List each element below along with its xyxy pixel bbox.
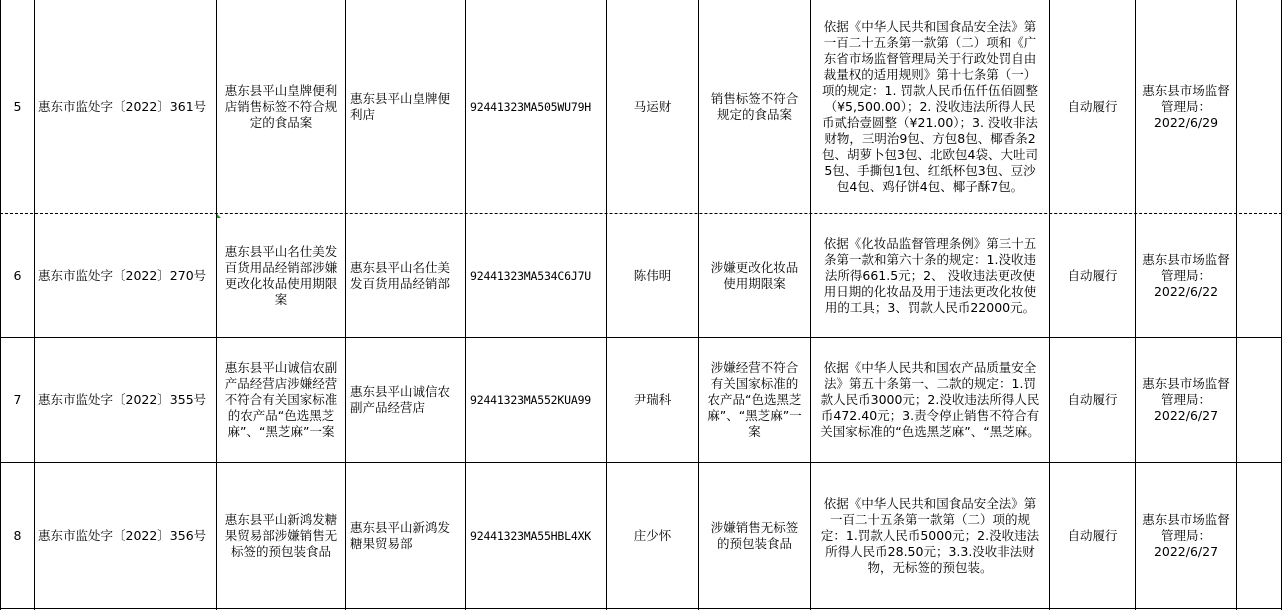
credit-code-cell: 92441323MA505WU79H: [470, 99, 592, 114]
seq-cell: 7: [13, 392, 22, 407]
party-cell: 惠东县平山名仕美发百货用品经销部: [350, 259, 451, 291]
authority-cell: 惠东县市场监督管理局： 2022/6/22: [1142, 251, 1230, 299]
doc-no-cell: 惠东市监处字〔2022〕356号: [38, 527, 207, 543]
party-cell: 惠东县平山新鸿发糖果贸易部: [350, 519, 451, 551]
credit-code-cell: 92441323MA534C6J7U: [470, 268, 592, 283]
penalty-cell: 依据《中华人民共和国食品安全法》第一百二十五条第一款第（二）项的规定：1.罚款人民币5000元；2.没收违法所得人民币28.50元；3.3.没收非法财物，无标签的预包装。: [820, 495, 1040, 575]
credit-code-cell: 92441323MA552KUA99: [470, 393, 592, 407]
credit-code-cell: 92441323MA55HBL4XK: [470, 528, 592, 543]
status-cell: 自动履行: [1067, 392, 1118, 407]
seq-cell: 6: [13, 267, 22, 283]
violation-cell: 涉嫌更改化妆品使用期限案: [710, 259, 799, 291]
penalty-cell: 依据《化妆品监督管理条例》第三十五条第一款和第六十条的规定：1.没收违法所得661.5元；2、 没收违法更改使用日期的化妆品及用于违法更改化妆使用的工具；3、罚款人民币22000元。: [823, 235, 1037, 315]
seq-cell: 8: [13, 527, 22, 543]
row-divider: [0, 608, 1282, 609]
authority-cell: 惠东县市场监督管理局： 2022/6/27: [1142, 376, 1230, 423]
doc-no-cell: 惠东市监处字〔2022〕355号: [38, 392, 207, 407]
col-divider: [1236, 0, 1237, 610]
status-cell: 自动履行: [1067, 98, 1118, 114]
authority-cell: 惠东县市场监督管理局： 2022/6/27: [1142, 511, 1230, 559]
violation-cell: 涉嫌销售无标签的预包装食品: [710, 519, 799, 551]
case-name-cell: 惠东县平山新鸿发糖果贸易部涉嫌销售无标签的预包装食品: [224, 511, 338, 559]
party-cell: 惠东县平山皇牌便利店: [350, 90, 451, 122]
party-cell: 惠东县平山诚信农副产品经营店: [350, 384, 451, 415]
doc-no-cell: 惠东市监处字〔2022〕361号: [38, 98, 207, 114]
status-cell: 自动履行: [1067, 267, 1118, 283]
authority-cell: 惠东县市场监督管理局： 2022/6/29: [1142, 82, 1230, 130]
penalty-cell: 依据《中华人民共和国农产品质量安全法》第五十条第一、二款的规定：1.罚款人民币3000元；2.没收违法所得人民币472.40元；3.责令停止销售不符合有关国家标准的“色选黑芝麻”、“黑芝麻。: [820, 360, 1040, 439]
legal-rep-cell: 马运财: [633, 98, 672, 114]
penalty-cell: 依据《中华人民共和国食品安全法》第一百二十五条第一款第（二）项和《广东省市场监督管理局关于行政处罚自由裁量权的适用规则》第十七条第（一）项的规定：1. 罚款人民币伍仟伍佰圆整（¥5,500.00）；2. 没收违法所得人民币贰拾壹圆整（¥21.00）；3. 没收非法财物，三明治9包、方包8包、椰香条2包、胡萝卜包3包、北欧包4袋、大吐司5包、手撕包1包、红纸杯包3包、豆沙包4包、鸡仔饼4包、椰子酥7包。: [822, 18, 1038, 194]
seq-cell: 5: [13, 98, 22, 114]
status-cell: 自动履行: [1067, 527, 1118, 543]
case-name-cell: 惠东县平山皇牌便利店销售标签不符合规定的食品案: [224, 82, 338, 130]
violation-cell: 销售标签不符合规定的食品案: [710, 90, 799, 122]
legal-rep-cell: 尹瑞科: [633, 392, 672, 407]
case-name-cell: 惠东县平山名仕美发百货用品经销部涉嫌更改化妆品使用期限案: [224, 243, 338, 307]
legal-rep-cell: 庄少怀: [633, 527, 672, 543]
case-name-cell: 惠东县平山诚信农副产品经营店涉嫌经营不符合有关国家标准的农产品“色选黑芝麻”、“黑芝麻”一案: [224, 360, 338, 439]
doc-no-cell: 惠东市监处字〔2022〕270号: [38, 267, 207, 283]
legal-rep-cell: 陈伟明: [633, 267, 672, 283]
violation-cell: 涉嫌经营不符合有关国家标准的农产品“色选黑芝麻”、“黑芝麻”一案: [707, 360, 802, 439]
